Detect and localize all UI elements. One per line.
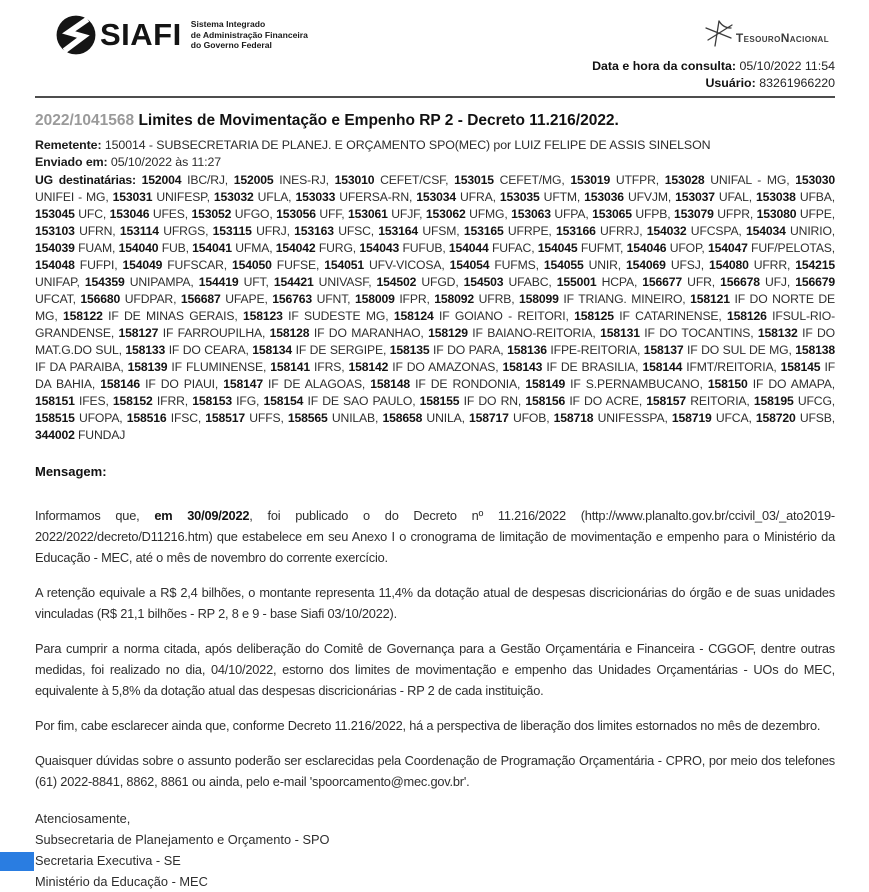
ug-code: 158155 bbox=[419, 394, 460, 408]
ug-name: IF CATARINENSE, bbox=[613, 309, 728, 323]
consulta-datetime bbox=[592, 58, 835, 75]
ug-code: 153163 bbox=[294, 224, 334, 238]
ug-name: IFSC, bbox=[166, 411, 206, 425]
ug-name: UFES, bbox=[149, 207, 192, 221]
ug-code: 158144 bbox=[642, 360, 683, 374]
document-body bbox=[35, 102, 835, 892]
ug-name: IFSUL-RIO-GRANDENSE, bbox=[35, 309, 835, 340]
message-paragraph: Por fim, cabe esclarecer ainda que, conforme Decreto 11.216/2022, há a perspectiva de liberação dos limites estornados no mês de dezembro. bbox=[35, 718, 821, 733]
ug-name: IF SUDESTE MG, bbox=[282, 309, 394, 323]
ug-code: 158517 bbox=[205, 411, 246, 425]
remetente-value: 150014 - SUBSECRETARIA DE PLANEJ. E ORÇAMENTO SPO(MEC) por LUIZ FELIPE DE ASSIS SINELSON bbox=[104, 138, 711, 152]
ug-name: UFRB, bbox=[474, 292, 520, 306]
ug-code: 154069 bbox=[626, 258, 666, 272]
ug-code: 158719 bbox=[671, 411, 712, 425]
ug-name: UTFPR, bbox=[610, 173, 665, 187]
ug-name: FURG, bbox=[315, 241, 360, 255]
ug-code: 154419 bbox=[198, 275, 239, 289]
ug-name: UFTM, bbox=[539, 190, 585, 204]
ug-name: FUFSE, bbox=[271, 258, 325, 272]
ug-code: 154503 bbox=[463, 275, 504, 289]
signature-closing: Atenciosamente, bbox=[35, 811, 131, 826]
ug-code: 158515 bbox=[35, 411, 75, 425]
ug-code: 154046 bbox=[626, 241, 667, 255]
ug-code: 158137 bbox=[643, 343, 684, 357]
ug-code: 154502 bbox=[376, 275, 417, 289]
ug-name: UNILAB, bbox=[327, 411, 383, 425]
ug-code: 156678 bbox=[720, 275, 760, 289]
ug-code: 154040 bbox=[118, 241, 159, 255]
ug-code: 158658 bbox=[382, 411, 423, 425]
ug-code: 158134 bbox=[252, 343, 293, 357]
ug-name: UNIFAP, bbox=[35, 275, 85, 289]
ug-label: UG destinatárias: bbox=[35, 173, 136, 187]
ug-code: 154048 bbox=[35, 258, 75, 272]
ug-code: 154043 bbox=[359, 241, 400, 255]
ug-name: FUFPI, bbox=[74, 258, 123, 272]
ug-name: UFERSA-RN, bbox=[335, 190, 417, 204]
ug-code: 154042 bbox=[275, 241, 316, 255]
ug-name: UFLA, bbox=[253, 190, 296, 204]
ug-name: UFPR, bbox=[713, 207, 757, 221]
mensagem-heading: Mensagem: bbox=[35, 464, 107, 479]
ug-name: IF DO NORTE DE MG, bbox=[35, 292, 835, 323]
ug-name: IF FARROUPILHA, bbox=[158, 326, 270, 340]
ug-code: 153019 bbox=[570, 173, 611, 187]
ug-name: IFRS, bbox=[310, 360, 349, 374]
ug-name: IBC/RJ, bbox=[181, 173, 234, 187]
siafi-tagline-line: de Administração Financeira bbox=[190, 29, 308, 40]
ug-name: UFJ, bbox=[759, 275, 796, 289]
ug-code: 344002 bbox=[35, 428, 75, 442]
ug-code: 158150 bbox=[707, 377, 748, 391]
ug-name: IF DO MARANHAO, bbox=[309, 326, 429, 340]
ug-code: 154034 bbox=[745, 224, 786, 238]
ug-code: 154054 bbox=[449, 258, 490, 272]
ug-code: 158129 bbox=[428, 326, 468, 340]
ug-name: UFPB, bbox=[631, 207, 674, 221]
ug-name: FUNDAJ bbox=[74, 428, 126, 442]
ug-code: 154051 bbox=[324, 258, 365, 272]
ug-code: 154044 bbox=[448, 241, 489, 255]
ug-name: FUAM, bbox=[74, 241, 119, 255]
ug-name: CEFET/CSF, bbox=[374, 173, 455, 187]
signature-line: Ministério da Educação - MEC bbox=[35, 874, 208, 889]
ug-code: 154049 bbox=[122, 258, 163, 272]
ug-name: UFNT, bbox=[312, 292, 355, 306]
ug-code: 154215 bbox=[795, 258, 835, 272]
ug-code: 158156 bbox=[525, 394, 566, 408]
ug-name: INES-RJ, bbox=[273, 173, 335, 187]
ug-code: 153046 bbox=[109, 207, 150, 221]
tesouro-star-icon bbox=[704, 20, 734, 47]
enviado-label: Enviado em: bbox=[35, 155, 108, 169]
ug-code: 154055 bbox=[543, 258, 584, 272]
ug-name: UFCSPA, bbox=[686, 224, 746, 238]
ug-code: 153061 bbox=[347, 207, 388, 221]
ug-name: UNIFEI - MG, bbox=[35, 190, 113, 204]
ug-name: UNIVASF, bbox=[313, 275, 377, 289]
ug-code: 156687 bbox=[180, 292, 221, 306]
ug-name: UFRGS, bbox=[158, 224, 213, 238]
ug-name: UFSJ, bbox=[665, 258, 709, 272]
ug-code: 158149 bbox=[525, 377, 566, 391]
ug-name: UFRRJ, bbox=[595, 224, 647, 238]
consulta-meta bbox=[592, 58, 835, 92]
ug-code: 156677 bbox=[642, 275, 683, 289]
ug-code: 153062 bbox=[425, 207, 466, 221]
ug-code: 154039 bbox=[35, 241, 75, 255]
ug-name: UFC, bbox=[74, 207, 110, 221]
ug-code: 154050 bbox=[232, 258, 272, 272]
ug-code: 155001 bbox=[556, 275, 597, 289]
tesouro-logo-text: TesouroNacional bbox=[735, 31, 829, 45]
ug-name: UFSM, bbox=[418, 224, 464, 238]
ug-code: 153056 bbox=[276, 207, 316, 221]
ug-name: UNIPAMPA, bbox=[124, 275, 199, 289]
siafi-logo bbox=[55, 14, 308, 56]
ug-name: IF DO AMAPA, bbox=[747, 377, 835, 391]
remetente-label: Remetente: bbox=[35, 138, 102, 152]
ug-code: 158143 bbox=[502, 360, 543, 374]
signature-line: Secretaria Executiva - SE bbox=[35, 853, 181, 868]
header-divider bbox=[35, 96, 835, 98]
ug-name: IF DO TOCANTINS, bbox=[639, 326, 758, 340]
ug-name: UFFS, bbox=[245, 411, 288, 425]
ug-code: 153032 bbox=[213, 190, 254, 204]
ug-code: 158516 bbox=[126, 411, 167, 425]
ug-name: UFR, bbox=[682, 275, 721, 289]
signature-lines bbox=[35, 829, 835, 892]
ug-name: HCPA, bbox=[596, 275, 643, 289]
ug-destinatarias bbox=[35, 172, 835, 444]
ug-name: UFPE, bbox=[796, 207, 835, 221]
ug-name: IF DE SAO PAULO, bbox=[303, 394, 420, 408]
ug-name: UFJF, bbox=[387, 207, 426, 221]
ug-name: UFT, bbox=[238, 275, 274, 289]
message-paragraph: Para cumprir a norma citada, após deliberação do Comitê de Governança para a Gestão Orçamentária e Financeira - CGGOF, dentre outras medidas, foi realizado no dia, 04/10/2022, estorno dos limites de movimentação e empenho das Unidades Orçamentárias - UOs do MEC, equivalente à 5,8% da dotação atual das despesas discricionárias - RP 2 de cada instituição. bbox=[35, 641, 835, 698]
ug-name: IFPE-REITORIA, bbox=[546, 343, 644, 357]
ug-code: 154045 bbox=[537, 241, 578, 255]
consulta-value: 05/10/2022 11:54 bbox=[739, 59, 835, 73]
ug-name: IF TRIANG. MINEIRO, bbox=[558, 292, 691, 306]
ug-name: UFCG, bbox=[793, 394, 836, 408]
enviado-line bbox=[35, 154, 835, 171]
ug-name: UFAPE, bbox=[220, 292, 273, 306]
ug-name: UFVJM, bbox=[623, 190, 676, 204]
ug-name: UFV-VICOSA, bbox=[364, 258, 450, 272]
document-number: 2022/1041568 bbox=[35, 112, 135, 129]
ug-name: IF DE RONDONIA, bbox=[410, 377, 526, 391]
ug-name: UFSC, bbox=[333, 224, 379, 238]
ug-code: 158720 bbox=[755, 411, 796, 425]
ug-code: 154032 bbox=[646, 224, 687, 238]
ug-name: UFCAT, bbox=[35, 292, 81, 306]
ug-name: UFF, bbox=[315, 207, 348, 221]
ug-code: 153036 bbox=[584, 190, 624, 204]
ug-code: 152005 bbox=[233, 173, 274, 187]
ug-code: 153079 bbox=[674, 207, 714, 221]
ug-code: 158138 bbox=[795, 343, 835, 357]
ug-name: IF DO PARA, bbox=[429, 343, 508, 357]
ug-code: 158141 bbox=[270, 360, 311, 374]
ug-name: IF GOIANO - REITORI, bbox=[433, 309, 575, 323]
ug-code: 153028 bbox=[664, 173, 705, 187]
ug-code: 153065 bbox=[592, 207, 632, 221]
ug-name: FUFUB, bbox=[399, 241, 449, 255]
consulta-user bbox=[592, 75, 835, 92]
ug-code: 152004 bbox=[141, 173, 182, 187]
ug-name: IFRR, bbox=[152, 394, 193, 408]
ug-code: 153080 bbox=[756, 207, 797, 221]
ug-code: 154080 bbox=[708, 258, 749, 272]
ug-code: 158195 bbox=[753, 394, 794, 408]
ug-code: 153166 bbox=[555, 224, 596, 238]
ug-code: 158148 bbox=[370, 377, 411, 391]
ug-code: 158152 bbox=[112, 394, 153, 408]
ug-code: 158092 bbox=[434, 292, 475, 306]
siafi-logo-text: SIAFI bbox=[100, 17, 182, 52]
ug-name: UFRA, bbox=[456, 190, 500, 204]
ug-code: 158157 bbox=[646, 394, 687, 408]
ug-name: UFOB, bbox=[508, 411, 554, 425]
ug-code: 153010 bbox=[334, 173, 375, 187]
ug-code: 153034 bbox=[416, 190, 457, 204]
ug-name: UFGO, bbox=[231, 207, 277, 221]
usuario-label: Usuário: bbox=[705, 76, 756, 90]
ug-code: 158127 bbox=[118, 326, 159, 340]
ug-name: UNIRIO, bbox=[785, 224, 836, 238]
ug-name: UFDPAR, bbox=[120, 292, 181, 306]
ug-code: 153031 bbox=[112, 190, 153, 204]
ug-name: UFMA, bbox=[231, 241, 276, 255]
ug-code: 158125 bbox=[574, 309, 614, 323]
ug-code: 158718 bbox=[553, 411, 594, 425]
ug-name: UFRJ, bbox=[251, 224, 295, 238]
ug-name: FUFAC, bbox=[488, 241, 538, 255]
ug-name: UFRR, bbox=[748, 258, 796, 272]
ug-code: 153165 bbox=[463, 224, 504, 238]
ug-name: IF DO MAT.G.DO SUL, bbox=[35, 326, 836, 357]
ug-name: FUFSCAR, bbox=[162, 258, 233, 272]
ug-name: REITORIA, bbox=[686, 394, 754, 408]
ug-name: UFRPE, bbox=[503, 224, 556, 238]
ug-code: 153015 bbox=[454, 173, 494, 187]
ug-name: UFCA, bbox=[711, 411, 756, 425]
ug-code: 158123 bbox=[242, 309, 283, 323]
ug-name: CEFET/MG, bbox=[493, 173, 571, 187]
ug-code: 153045 bbox=[35, 207, 75, 221]
ug-name: IF FLUMINENSE, bbox=[167, 360, 271, 374]
ug-code: 158135 bbox=[389, 343, 430, 357]
signature-line: Subsecretaria de Planejamento e Orçamento - SPO bbox=[35, 832, 330, 847]
ug-name: UFBA, bbox=[795, 190, 835, 204]
tesouro-nacional-logo bbox=[704, 20, 829, 47]
ug-name: IF DE BRASILIA, bbox=[542, 360, 643, 374]
ug-code: 153114 bbox=[119, 224, 159, 238]
ug-code: 153115 bbox=[212, 224, 252, 238]
ug-name: UFOP, bbox=[666, 241, 708, 255]
enviado-value: 05/10/2022 às 11:27 bbox=[110, 155, 222, 169]
ug-name: UNIFESSPA, bbox=[593, 411, 672, 425]
siafi-logo-icon bbox=[55, 14, 97, 56]
ug-code: 158128 bbox=[269, 326, 310, 340]
ug-code: 154047 bbox=[707, 241, 748, 255]
ug-name: UNIFAL - MG, bbox=[704, 173, 796, 187]
ug-code: 158126 bbox=[727, 309, 767, 323]
ug-name: FUFMS, bbox=[489, 258, 544, 272]
ug-code: 156763 bbox=[272, 292, 313, 306]
ug-code: 153164 bbox=[378, 224, 419, 238]
ug-name: FUF/PELOTAS, bbox=[747, 241, 836, 255]
ug-code: 153103 bbox=[35, 224, 75, 238]
ug-name: IF S.PERNAMBUCANO, bbox=[565, 377, 708, 391]
ug-code: 154421 bbox=[273, 275, 314, 289]
ug-code: 158131 bbox=[600, 326, 640, 340]
ug-code: 158153 bbox=[192, 394, 232, 408]
ug-code: 158121 bbox=[690, 292, 730, 306]
ug-name: IF DE MINAS GERAIS, bbox=[102, 309, 243, 323]
ug-code: 158142 bbox=[348, 360, 389, 374]
ug-code: 158145 bbox=[780, 360, 821, 374]
ug-code: 153052 bbox=[191, 207, 232, 221]
ug-name: UNIFESP, bbox=[152, 190, 214, 204]
ug-code: 158009 bbox=[354, 292, 395, 306]
ug-name: UFPA, bbox=[550, 207, 593, 221]
ug-name: UFOPA, bbox=[74, 411, 127, 425]
ug-name: IF DO AMAZONAS, bbox=[388, 360, 503, 374]
message-paragraph: Quaisquer dúvidas sobre o assunto poderão ser esclarecidas pela Coordenação de Programação Orçamentária - CPRO, por meio dos telefones (61) 2022-8841, 8862, 8861 ou ainda, pelo e-mail 'spoorcamento@mec.gov.br'. bbox=[35, 753, 835, 789]
ug-code: 158717 bbox=[469, 411, 509, 425]
ug-code: 154041 bbox=[192, 241, 232, 255]
ug-name: IF DO PIAUI, bbox=[139, 377, 224, 391]
ug-code: 153030 bbox=[795, 173, 835, 187]
ug-code: 158565 bbox=[287, 411, 328, 425]
usuario-value: 83261966220 bbox=[759, 76, 835, 90]
ug-name: IFPR, bbox=[394, 292, 435, 306]
ug-name: IF DE SERGIPE, bbox=[292, 343, 390, 357]
ug-name: IF DE ALAGOAS, bbox=[262, 377, 371, 391]
ug-code: 153033 bbox=[295, 190, 336, 204]
remetente-line bbox=[35, 137, 835, 154]
ug-code: 158132 bbox=[757, 326, 798, 340]
message-paragraph: Informamos que, em 30/09/2022, foi publicado o do Decreto nº 11.216/2022 (http://www.planalto.gov.br/ccivil_03/_ato2019-2022/2022/decreto/D11216.htm) que estabelece em seu Anexo I o cronograma de limitação de movimentação e empenho para o Ministério da Educação - MEC, até o mês de novembro do corrente exercício. bbox=[35, 508, 835, 565]
ug-name: UFMG, bbox=[465, 207, 512, 221]
ug-code: 158147 bbox=[223, 377, 263, 391]
consulta-label: Data e hora da consulta: bbox=[592, 59, 736, 73]
ug-name: IF DO ACRE, bbox=[565, 394, 647, 408]
ug-name: IF BAIANO-REITORIA, bbox=[467, 326, 601, 340]
ug-code: 153037 bbox=[675, 190, 715, 204]
ug-name: IF DA PARAIBA, bbox=[35, 360, 128, 374]
ug-code: 158139 bbox=[127, 360, 168, 374]
ug-code: 153035 bbox=[499, 190, 540, 204]
siafi-tagline bbox=[191, 19, 308, 51]
ug-code: 158146 bbox=[100, 377, 140, 391]
ug-code: 158133 bbox=[125, 343, 166, 357]
ug-name: UFAL, bbox=[714, 190, 757, 204]
ug-code: 153063 bbox=[511, 207, 551, 221]
ug-name: UNIR, bbox=[583, 258, 627, 272]
ug-name: FUB, bbox=[158, 241, 193, 255]
siafi-tagline-line: Sistema Integrado bbox=[190, 19, 266, 30]
document-title: Limites de Movimentação e Empenho RP 2 - Decreto 11.216/2022. bbox=[138, 112, 619, 129]
ug-code: 158136 bbox=[507, 343, 547, 357]
ug-code: 158099 bbox=[519, 292, 559, 306]
ug-name: IF DO CEARA, bbox=[165, 343, 253, 357]
ug-name: UNILA, bbox=[422, 411, 469, 425]
ug-code: 153038 bbox=[756, 190, 796, 204]
ug-code: 154359 bbox=[84, 275, 125, 289]
ug-name: FUFMT, bbox=[577, 241, 627, 255]
ug-name: IF DO RN, bbox=[459, 394, 526, 408]
ug-code: 156680 bbox=[80, 292, 121, 306]
ug-code: 156679 bbox=[795, 275, 835, 289]
ug-name: IFES, bbox=[74, 394, 113, 408]
ug-name: UFRN, bbox=[74, 224, 120, 238]
bottom-left-ui-fragment[interactable] bbox=[0, 852, 34, 871]
siafi-tagline-line: do Governo Federal bbox=[190, 40, 272, 51]
message-paragraph: A retenção equivale a R$ 2,4 bilhões, o montante representa 11,4% da dotação atual de despesas discricionárias do órgão e de suas unidades vinculadas (R$ 21,1 bilhões - RP 2, 8 e 9 - base Siafi 03/10/2022). bbox=[35, 585, 835, 621]
ug-list bbox=[35, 173, 835, 442]
ug-name: UFABC, bbox=[503, 275, 557, 289]
ug-name: UFSB, bbox=[795, 411, 835, 425]
ug-name: IF DO SUL DE MG, bbox=[683, 343, 796, 357]
ug-name: IFG, bbox=[231, 394, 264, 408]
page-title bbox=[35, 111, 835, 130]
ug-code: 158151 bbox=[35, 394, 75, 408]
ug-name: IFMT/REITORIA, bbox=[682, 360, 781, 374]
ug-name: UFGD, bbox=[416, 275, 464, 289]
ug-name: IF DA BAHIA, bbox=[35, 360, 835, 391]
ug-code: 158124 bbox=[393, 309, 434, 323]
ug-code: 158122 bbox=[62, 309, 103, 323]
ug-code: 158154 bbox=[263, 394, 304, 408]
